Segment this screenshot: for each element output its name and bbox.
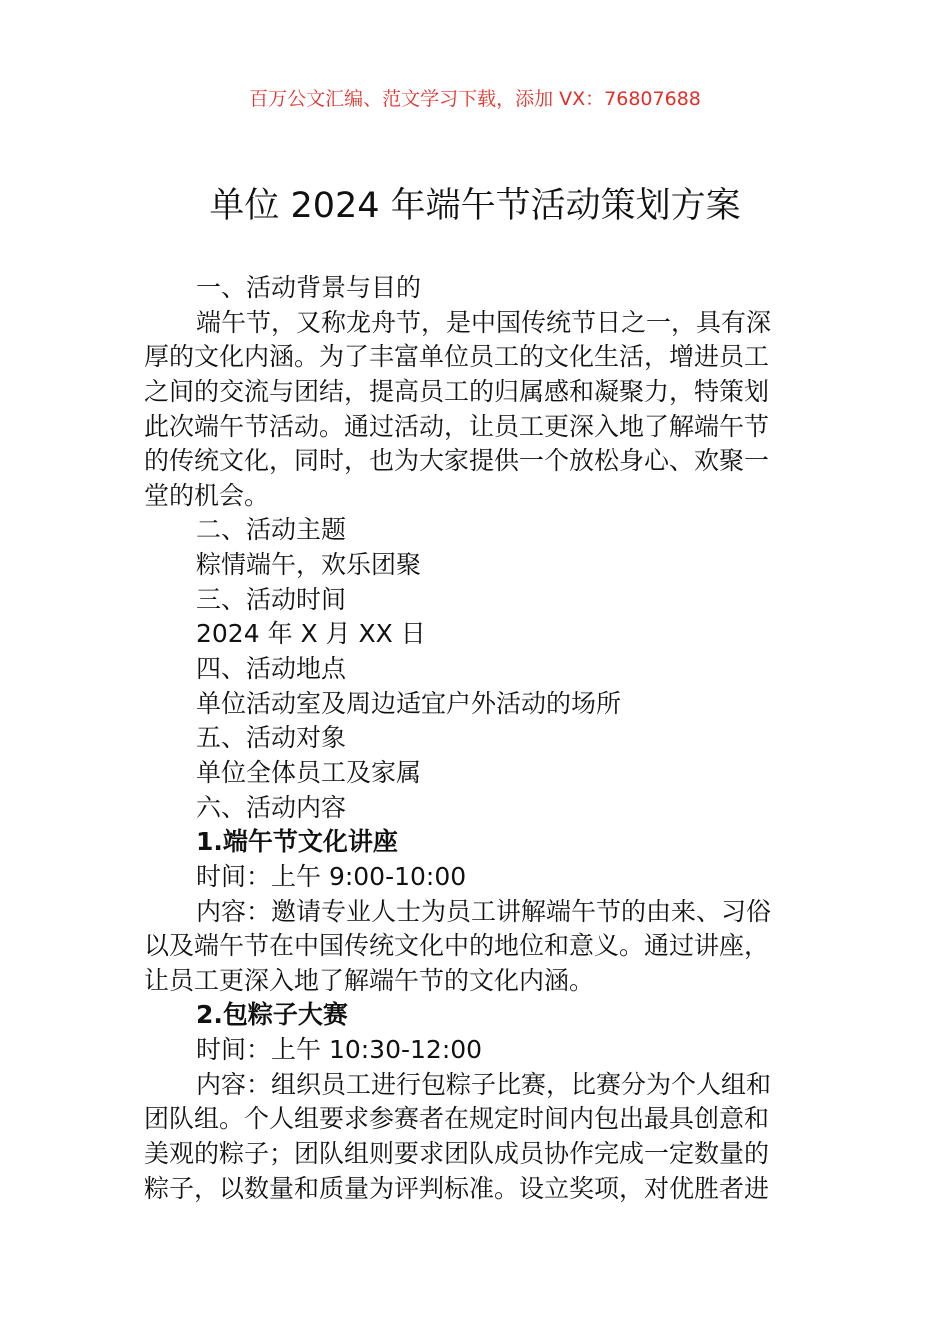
paragraph-line: 美观的粽子；团队组则要求团队成员协作完成一定数量的	[144, 1139, 770, 1169]
paragraph-line: 团队组。个人组要求参赛者在规定时间内包出最具创意和	[144, 1104, 770, 1134]
paragraph-line: 的传统文化，同时，也为大家提供一个放松身心、欢聚一	[144, 446, 770, 476]
document-body	[144, 271, 814, 1206]
paragraph-line: 2024 年 X 月 XX 日	[196, 619, 426, 649]
paragraph-line: 堂的机会。	[144, 480, 270, 510]
paragraph-line: 三、活动时间	[196, 584, 347, 614]
paragraph-line: 让员工更深入地了解端午节的文化内涵。	[144, 965, 595, 995]
paragraph-line: 厚的文化内涵。为了丰富单位员工的文化生活，增进员工	[144, 342, 770, 372]
paragraph-line: 时间：上午 10:30-12:00	[196, 1035, 483, 1065]
paragraph-line: 内容：邀请专业人士为员工讲解端午节的由来、习俗	[196, 896, 772, 926]
paragraph-line: 四、活动地点	[196, 654, 347, 684]
paragraph-line: 此次端午节活动。通过活动，让员工更深入地了解端午节	[144, 411, 770, 441]
paragraph-line: 内容：组织员工进行包粽子比赛，比赛分为个人组和	[196, 1069, 772, 1099]
paragraph-line: 粽子，以数量和质量为评判标准。设立奖项，对优胜者进	[144, 1173, 770, 1203]
paragraph-line: 端午节，又称龙舟节，是中国传统节日之一，具有深	[196, 307, 772, 337]
paragraph-line: 一、活动背景与目的	[196, 273, 422, 302]
paragraph-line: 粽情端午，欢乐团聚	[196, 550, 422, 580]
paragraph-line: 六、活动内容	[196, 792, 347, 822]
paragraph-line: 五、活动对象	[196, 723, 347, 753]
paragraph-line: 之间的交流与团结，提高员工的归属感和凝聚力，特策划	[144, 376, 770, 406]
watermark-header: 百万公文汇编、范文学习下载，添加 VX：76807688	[249, 88, 701, 110]
paragraph-line: 以及端午节在中国传统文化中的地位和意义。通过讲座，	[144, 931, 770, 961]
paragraph-line: 单位全体员工及家属	[196, 757, 422, 787]
document-title: 单位 2024 年端午节活动策划方案	[209, 186, 741, 226]
section-subheading: 2.包粽子大赛	[196, 1000, 348, 1030]
section-subheading: 1.端午节文化讲座	[196, 827, 398, 857]
paragraph-line: 时间：上午 9:00-10:00	[196, 861, 467, 891]
paragraph-line: 单位活动室及周边适宜户外活动的场所	[196, 688, 622, 718]
paragraph-line: 二、活动主题	[196, 515, 347, 545]
